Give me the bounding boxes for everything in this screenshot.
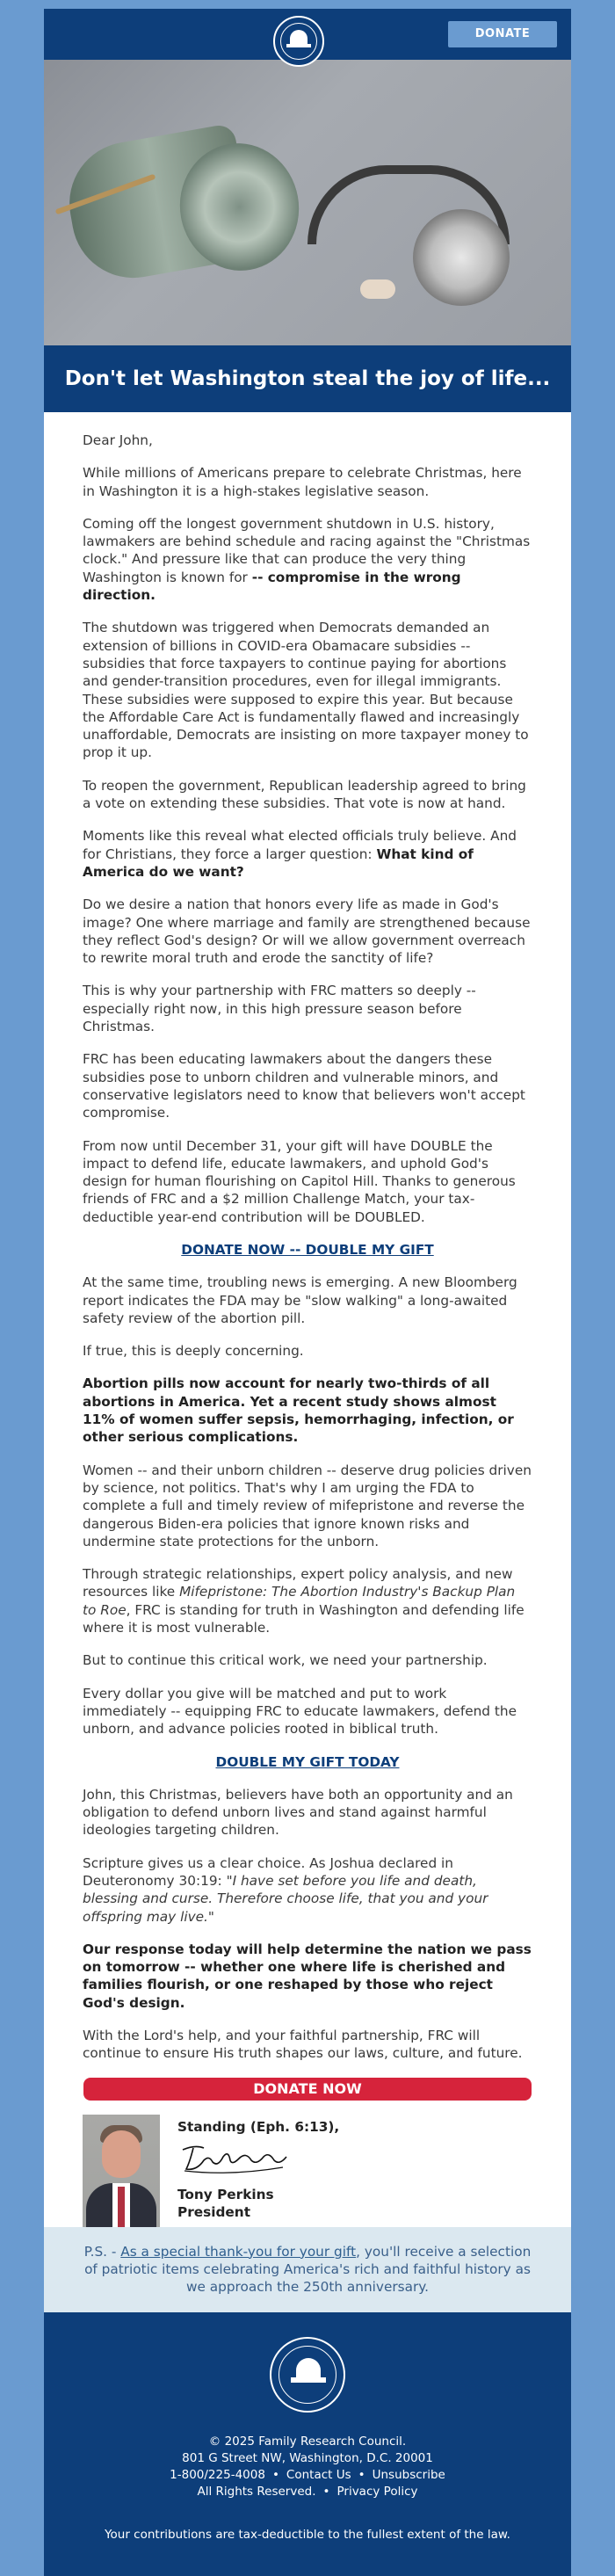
donate-double-link[interactable]: DONATE NOW -- DOUBLE MY GIFT <box>181 1241 434 1258</box>
email-container <box>44 9 571 2576</box>
footer: © 2025 Family Research Council. 801 G Street NW, Washington, D.C. 20001 1-800/225-4008 • Contact Us • Unsubscribe All Rights Reserved. • Privacy Policy Your contributions are tax-deductible to the fullest extent of the law. <box>44 2312 571 2576</box>
frc-logo-icon[interactable] <box>273 16 324 67</box>
president-photo <box>83 2115 160 2227</box>
paragraph: Moments like this reveal what elected officials truly believe. And for Christians, they force a larger question: What kind of America do we want? <box>83 828 517 880</box>
paragraph: From now until December 31, your gift will have DOUBLE the impact to defend life, educate lawmakers, and uphold God's design for human flourishing on Capitol Hill. Thanks to generous friends of FRC and a $2 million Challenge Match, your tax-deductible year-end contribution will be DOUBLED. <box>83 1137 516 1225</box>
paragraph: To reopen the government, Republican leadership agreed to bring a vote on extending these subsidies. That vote is now at hand. <box>83 777 526 812</box>
paragraph: With the Lord's help, and your faithful partnership, FRC will continue to ensure His truth shapes our laws, culture, and future. <box>83 2028 523 2062</box>
paragraph: Scripture gives us a clear choice. As Joshua declared in Deuteronomy 30:19: "I have set before you life and death, blessing and curse. Therefore choose life, that you and your offspring may live." <box>83 1854 488 1925</box>
hero-image <box>44 60 571 345</box>
phone-link[interactable]: 1-800/225-4008 <box>170 2467 265 2482</box>
address: 801 G Street NW, Washington, D.C. 20001 <box>182 2450 433 2465</box>
letter-body <box>44 412 571 2063</box>
paragraph: FRC has been educating lawmakers about the dangers these subsidies pose to unborn children and vulnerable minors, and conservative legislators need to know that believers won't accept compromise. <box>83 1051 525 1121</box>
paragraph: Every dollar you give will be matched and put to work immediately -- equipping FRC to educate lawmakers, defend the unborn, and advance policies rooted in biblical truth. <box>83 1685 517 1738</box>
paragraph: Abortion pills now account for nearly two-thirds of all abortions in America. Yet a recent study shows almost 11% of women suffer sepsis, hemorrhaging, infection, or other serious complications. <box>83 1375 514 1446</box>
signature-icon <box>177 2141 292 2176</box>
paragraph: While millions of Americans prepare to celebrate Christmas, here in Washington it is a high-stakes legislative season. <box>83 465 522 499</box>
cta-link-wrap <box>83 1753 532 1771</box>
paragraph: Our response today will help determine the nation we pass on tomorrow -- whether one where life is cherished and families flourish, or one reshaped by those who reject God's design. <box>83 1941 532 2011</box>
double-gift-link[interactable]: DOUBLE MY GIFT TODAY <box>215 1753 400 1770</box>
frc-logo-icon[interactable] <box>270 2337 345 2413</box>
paragraph: If true, this is deeply concerning. <box>83 1343 304 1360</box>
privacy-link[interactable]: Privacy Policy <box>336 2484 418 2499</box>
thank-you-link[interactable]: As a special thank-you for your gift <box>120 2243 357 2260</box>
tax-note: Your contributions are tax-deductible to the fullest extent of the law. <box>105 2527 510 2542</box>
top-bar <box>44 9 571 60</box>
paragraph: Coming off the longest government shutdown in U.S. history, lawmakers are behind schedule and racing against the "Christmas clock." And pressure like that can produce the very thing Washington is known for -- compromise in the wrong direction. <box>83 515 531 604</box>
rights: All Rights Reserved. <box>197 2484 316 2499</box>
signature-block <box>83 2115 532 2227</box>
greeting: Dear John, <box>83 432 153 448</box>
headline: Don't let Washington steal the joy of life... <box>64 367 551 390</box>
ps-box: P.S. - As a special thank-you for your gift, you'll receive a selection of patriotic items celebrating America's rich and faithful history as we approach the 250th anniversary. <box>44 2227 571 2312</box>
paragraph: Do we desire a nation that honors every life as made in God's image? One where marriage and family are strengthened because they reflect God's design? Or will we allow government overreach to rewrite moral truth and erode the sanctity of life? <box>83 896 531 967</box>
donate-button[interactable]: DONATE <box>448 21 557 47</box>
paragraph: Women -- and their unborn children -- deserve drug policies driven by science, not politics. That's why I am urging the FDA to complete a full and timely review of mifepristone and reverse the dangerous Biden-era policies that ignore known risks and undermine state protections for the unborn. <box>83 1462 532 1549</box>
unsubscribe-link[interactable]: Unsubscribe <box>372 2467 445 2482</box>
paragraph: The shutdown was triggered when Democrats demanded an extension of billions in COVID-era Obamacare subsidies -- subsidies that force taxpayers to continue paying for abortions and gender-transition procedures, even for illegal immigrants. These subsidies were supposed to expire this year. But because the Affordable Care Act is fundamentally flawed and increasingly unaffordable, Democrats are insisting on more taxpayer money to prop it up. <box>83 620 529 761</box>
donate-now-button[interactable]: DONATE NOW <box>83 2078 532 2101</box>
paragraph: At the same time, troubling news is emerging. A new Bloomberg report indicates the FDA may be "slow walking" a long-awaited safety review of the abortion pill. <box>83 1274 517 1326</box>
signer-title: President <box>177 2203 251 2220</box>
signer-name: Tony Perkins <box>177 2186 274 2202</box>
contact-link[interactable]: Contact Us <box>286 2467 351 2482</box>
paragraph: John, this Christmas, believers have both an opportunity and an obligation to defend unborn lives and stand against harmful ideologies targeting children. <box>83 1786 513 1839</box>
headline-banner <box>44 345 571 412</box>
paragraph: But to continue this critical work, we need your partnership. <box>83 1652 488 1669</box>
paragraph: This is why your partnership with FRC matters so deeply -- especially right now, in this high pressure season before Christmas. <box>83 983 476 1035</box>
copyright: © 2025 Family Research Council. <box>208 2434 407 2449</box>
paragraph: Through strategic relationships, expert policy analysis, and new resources like Mifepristone: The Abortion Industry's Backup Plan to Roe, FRC is standing for truth in Washington and defending life where it is most vulnerable. <box>83 1566 525 1636</box>
cta-link-wrap <box>83 1241 532 1259</box>
sign-off: Standing (Eph. 6:13), <box>177 2118 340 2135</box>
